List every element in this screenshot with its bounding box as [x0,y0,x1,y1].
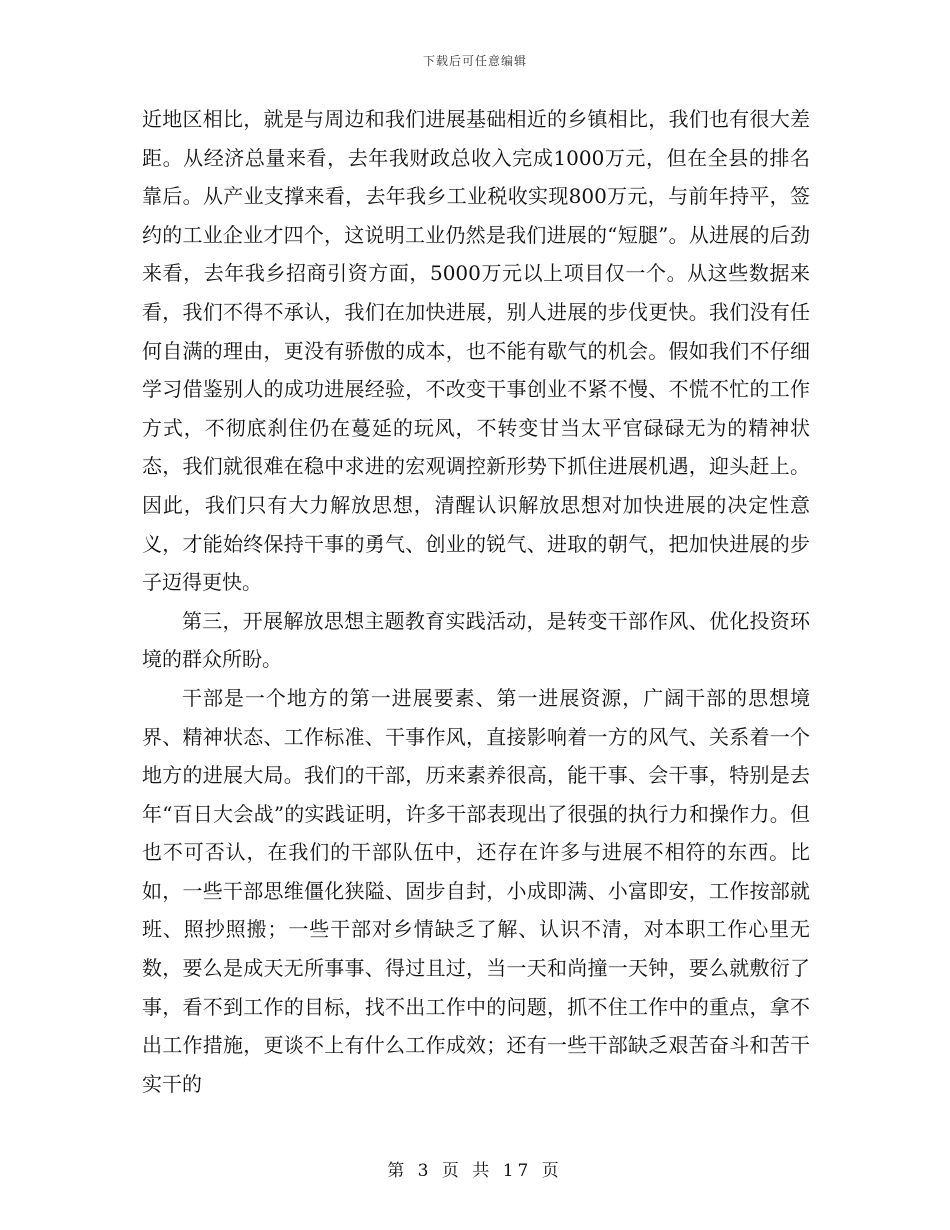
paragraph-1: 近地区相比，就是与周边和我们进展基础相近的乡镇相比，我们也有很大差距。从经济总量来看，去年我财政总收入完成1000万元，但在全县的排名靠后。从产业支撑来看，去年我乡工业税收实现800万元，与前年持平，签约的工业企业才四个，这说明工业仍然是我们进展的“短腿”。从进展的后劲来看，去年我乡招商引资方面，5000万元以上项目仅一个。从这些数据来看，我们不得不承认，我们在加快进展，别人进展的步伐更快。我们没有任何自满的理由，更没有骄傲的成本，也不能有歇气的机会。假如我们不仔细学习借鉴别人的成功进展经验，不改变干事创业不紧不慢、不慌不忙的工作方式，不彻底刹住仍在蔓延的玩风，不转变甘当太平官碌碌无为的精神状态，我们就很难在稳中求进的宏观调控新形势下抓住进展机遇，迎头赶上。因此，我们只有大力解放思想，清醒认识解放思想对加快进展的决定性意义，才能始终保持干事的勇气、创业的锐气、进取的朝气，把加快进展的步子迈得更快。 [142,107,810,595]
page-header: 下载后可任意编辑 [422,54,527,68]
document-body [142,100,810,1103]
paragraph-2: 第三，开展解放思想主题教育实践活动，是转变干部作风、优化投资环境的群众所盼。 [142,608,810,672]
paragraph-3: 干部是一个地方的第一进展要素、第一进展资源，广阔干部的思想境界、精神状态、工作标准、干事作风，直接影响着一方的风气、关系着一个地方的进展大局。我们的干部，历来素养很高，能干事、会干事，特别是去年“百日大会战”的实践证明，许多干部表现出了很强的执行力和操作力。但也不可否认，在我们的干部队伍中，还存在许多与进展不相符的东西。比如，一些干部思维僵化狭隘、固步自封，小成即满、小富即安，工作按部就班、照抄照搬；一些干部对乡情缺乏了解、认识不清，对本职工作心里无数，要么是成天无所事事、得过且过，当一天和尚撞一天钟，要么就敷衍了事，看不到工作的目标，找不出工作中的问题，抓不住工作中的重点，拿不出工作措施，更谈不上有什么工作成效；还有一些干部缺乏艰苦奋斗和苦干实干的 [142,685,810,1096]
page-footer: 第 3 页 共 17 页 [387,1161,563,1181]
